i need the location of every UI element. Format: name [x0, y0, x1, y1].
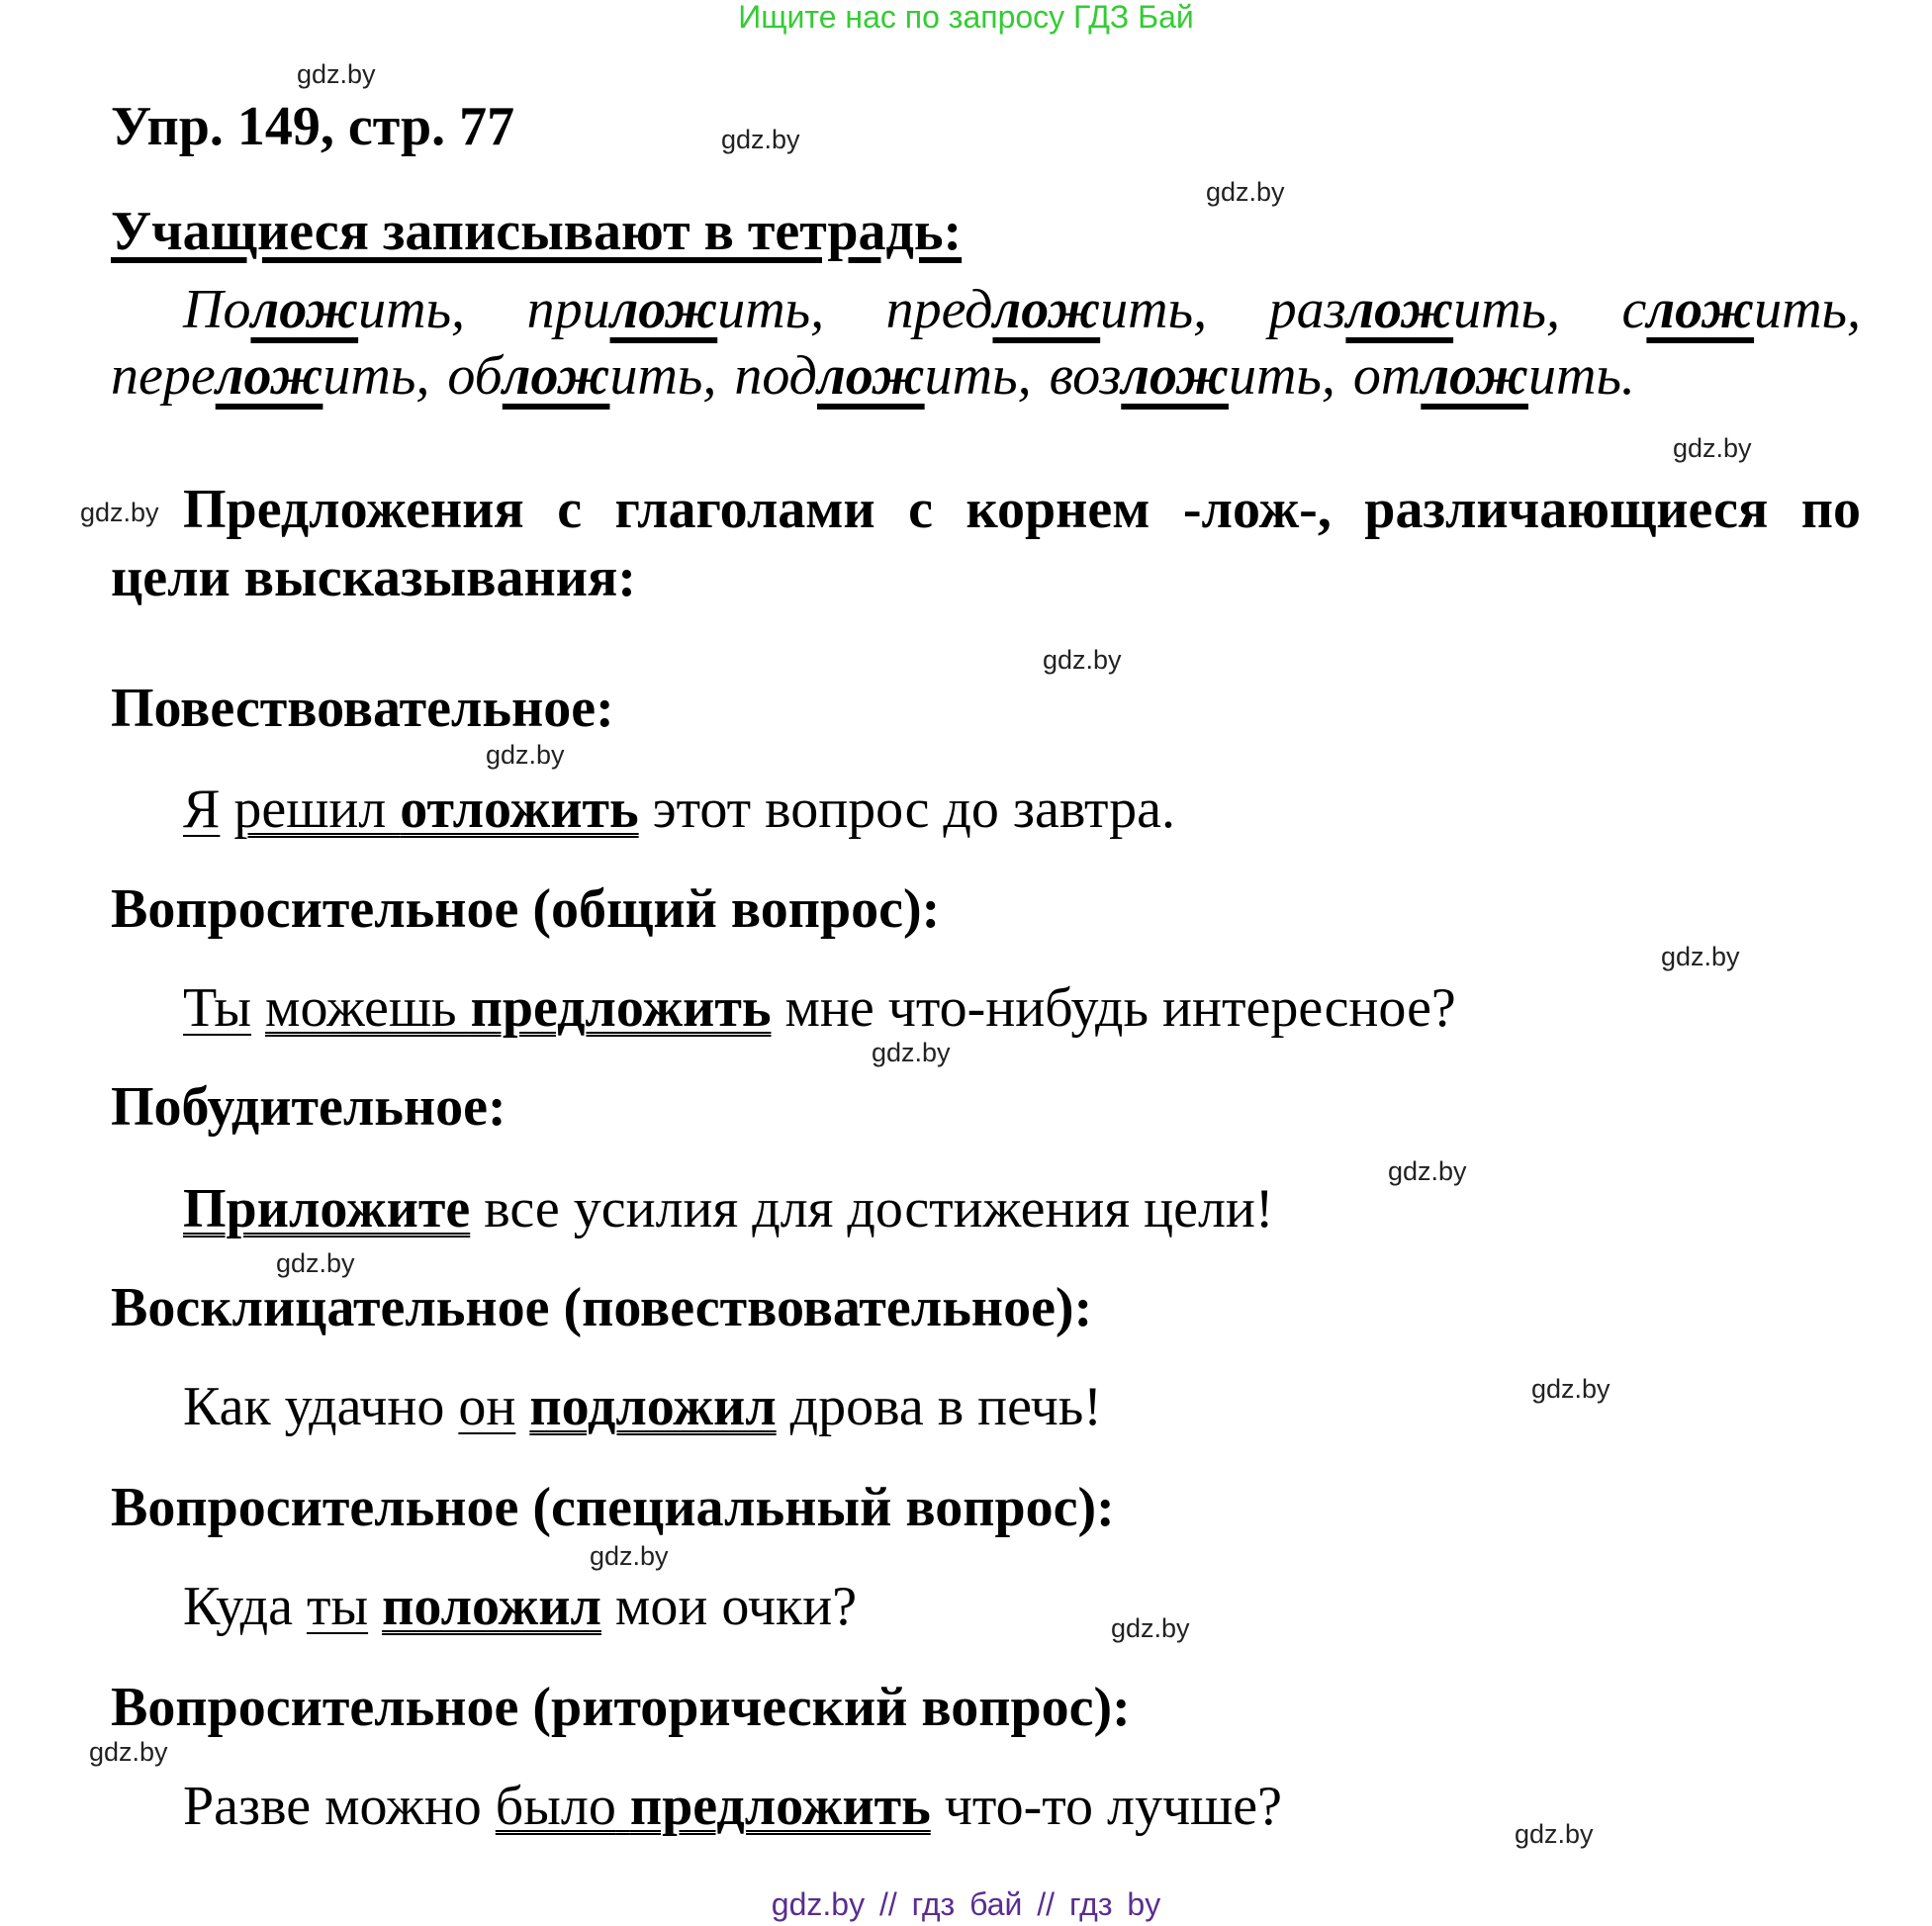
watermark: gdz.by — [1111, 1613, 1190, 1643]
watermark: gdz.by — [872, 1038, 951, 1067]
top-banner: Ищите нас по запросу ГДЗ Бай — [738, 0, 1194, 35]
example-heading: Восклицательное (повествовательное): — [111, 1277, 1093, 1338]
word: приложить, — [526, 279, 825, 340]
watermark: gdz.by — [590, 1541, 669, 1571]
watermark: gdz.by — [1673, 433, 1752, 463]
exercise-title: Упр. 149, стр. 77 — [111, 96, 515, 157]
word: обложить, — [447, 345, 717, 407]
example-sentence: Приложите все усилия для достижения цели! — [183, 1178, 1274, 1239]
bottom-banner: gdz.by // гдз бай // гдз by — [771, 1886, 1161, 1922]
watermark: gdz.by — [721, 125, 800, 154]
word: Положить, — [183, 279, 466, 340]
example-sentence: Разве можно было предложить что-то лучше? — [183, 1776, 1282, 1837]
task-heading: Учащиеся записывают в тетрадь: — [111, 201, 963, 262]
word: разложить, — [1268, 279, 1561, 340]
word: подложить, — [734, 345, 1032, 407]
watermark: gdz.by — [1661, 942, 1740, 971]
example-sentence: Ты можешь предложить мне что-нибудь интересное? — [183, 977, 1456, 1039]
watermark: gdz.by — [486, 740, 565, 770]
watermark: gdz.by — [297, 59, 376, 89]
word: предложить, — [885, 279, 1208, 340]
watermark: gdz.by — [1043, 645, 1122, 675]
word: переложить, — [111, 345, 430, 407]
word: возложить, — [1049, 345, 1335, 407]
word: сложить, — [1621, 279, 1862, 340]
example-heading: Вопросительное (общий вопрос): — [111, 878, 941, 940]
watermark: gdz.by — [1388, 1156, 1467, 1186]
word: отложить. — [1352, 345, 1635, 407]
watermark: gdz.by — [1206, 177, 1285, 207]
section-heading-line-1: Предложения с глаголами с корнем -лож-, различающиеся по — [183, 479, 1861, 540]
example-sentence: Я решил отложить этот вопрос до завтра. — [183, 779, 1175, 840]
words-line-2 — [111, 345, 1635, 407]
watermark: gdz.by — [276, 1248, 355, 1278]
example-heading: Повествовательное: — [111, 678, 614, 739]
example-heading: Вопросительное (риторический вопрос): — [111, 1677, 1131, 1738]
words-line-1 — [183, 279, 1862, 340]
watermark: gdz.by — [89, 1737, 168, 1767]
example-sentence: Как удачно он подложил дрова в печь! — [183, 1376, 1102, 1437]
watermark: gdz.by — [80, 498, 159, 527]
example-heading: Побудительное: — [111, 1076, 506, 1138]
watermark: gdz.by — [1531, 1374, 1610, 1404]
example-sentence: Куда ты положил мои очки? — [183, 1576, 858, 1637]
watermark: gdz.by — [1515, 1819, 1594, 1849]
section-heading-line-2: цели высказывания: — [111, 547, 636, 608]
example-heading: Вопросительное (специальный вопрос): — [111, 1477, 1115, 1538]
